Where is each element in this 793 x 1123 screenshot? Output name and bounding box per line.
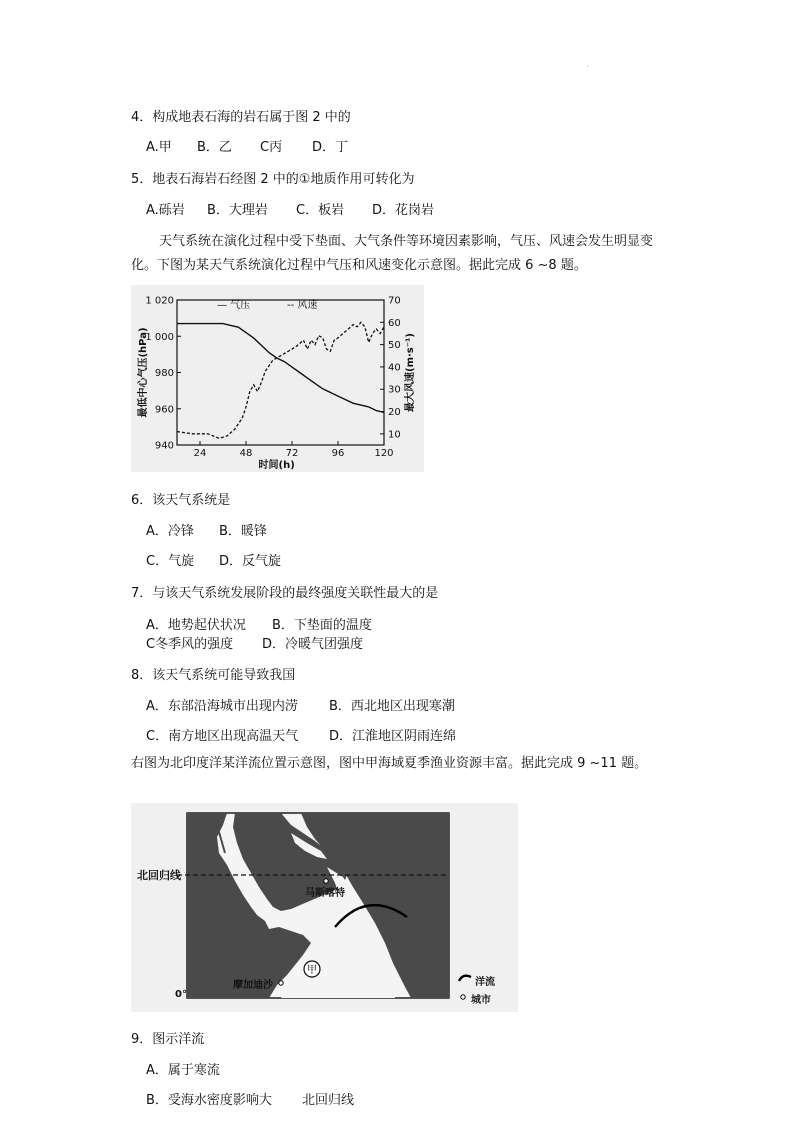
- q7-option-a: A．地势起伏状况: [146, 618, 246, 633]
- right-y-tick-label: 70: [388, 295, 401, 307]
- left-y-tick-label: 980: [154, 368, 174, 379]
- q6-option-c: C．气旋: [146, 554, 195, 569]
- city-muscat-dot: [324, 879, 328, 883]
- tropic-label: 北回归线: [137, 869, 181, 882]
- q6-option-a: A．冷锋: [146, 524, 194, 539]
- left-y-tick-label: 940: [154, 440, 174, 452]
- question-5-stem: 5．地表石海岩石经图 2 中的①地质作用可转化为: [131, 172, 415, 187]
- intro-paragraph-2: 右图为北印度洋某洋流位置示意图，图中甲海域夏季渔业资源丰富。据此完成 9 ~11 题。: [131, 756, 648, 771]
- left-y-tick-label: 960: [154, 404, 174, 416]
- city-mogadishu-label: 摩加迪沙: [233, 980, 273, 991]
- legend-city-label: 城市: [471, 995, 491, 1006]
- wind-series-line: [177, 322, 384, 438]
- q5-option-d: D．花岗岩: [372, 203, 435, 218]
- x-tick-label: 24: [193, 448, 207, 459]
- right-y-tick-label: 20: [388, 407, 401, 419]
- intro-paragraph-line2: 化。下图为某天气系统演化过程中气压和风速变化示意图。据此完成 6 ~8 题。: [131, 258, 587, 273]
- chart-svg: [131, 285, 424, 472]
- city-mogadishu-dot: [279, 981, 283, 985]
- q9-option-a: A．属于寒流: [146, 1063, 220, 1078]
- intro-paragraph-line1: 天气系统在演化过程中受下垫面、大气条件等环境因素影响，气压、风速会发生明显变: [159, 234, 654, 249]
- right-y-tick-label: 30: [388, 384, 401, 396]
- ocean-current-map: [131, 803, 518, 1012]
- left-y-tick-label: 1 020: [145, 295, 174, 307]
- right-y-tick-label: 50: [388, 340, 401, 352]
- q5-option-c: C．板岩: [296, 203, 345, 218]
- chart-lines: [177, 322, 384, 438]
- q9-option-b-extra: 北回归线: [302, 1093, 355, 1108]
- q5-option-a: A.砾岩: [146, 203, 185, 218]
- left-y-axis-label: 最低中心气压(hPa): [138, 327, 149, 418]
- left-y-tick-label: 1 000: [145, 331, 174, 343]
- legend-current-label: 洋流: [475, 977, 495, 988]
- q7-option-d: D．冷暖气团强度: [262, 637, 364, 652]
- pressure-wind-chart: [131, 285, 424, 472]
- q6-option-b: B．暖锋: [219, 524, 267, 539]
- q7-option-c: C冬季风的强度: [146, 637, 234, 652]
- question-8-stem: 8．该天气系统可能导致我国: [131, 668, 296, 683]
- right-y-tick-label: 10: [388, 429, 401, 441]
- question-4-stem: 4．构成地表石海的岩石属于图 2 中的: [131, 110, 351, 125]
- q4-option-c: C丙: [260, 140, 283, 155]
- x-axis-label: 时间(h): [258, 460, 295, 471]
- q8-option-c: C．南方地区出现高温天气: [146, 729, 299, 744]
- q8-option-d: D．江淮地区阴雨连绵: [329, 729, 457, 744]
- q5-option-b: B．大理岩: [207, 203, 268, 218]
- sea-label: 甲: [307, 965, 317, 976]
- x-tick-label: 48: [239, 448, 253, 459]
- legend-city-icon: [461, 995, 465, 999]
- legend-wind: -- 风速: [287, 300, 318, 311]
- q4-option-b: B．乙: [197, 140, 232, 155]
- map-svg: [131, 803, 518, 1012]
- legend-current-icon: [459, 976, 471, 981]
- x-tick-label: 96: [331, 448, 345, 459]
- right-y-axis-label: 最大风速(m·s⁻¹): [405, 333, 416, 412]
- question-6-stem: 6．该天气系统是: [131, 493, 231, 508]
- plot-frame: [177, 300, 384, 445]
- q8-option-a: A．东部沿海城市出现内涝: [146, 699, 298, 714]
- corner-mark: ·: [586, 62, 590, 73]
- right-y-tick-label: 60: [388, 317, 401, 329]
- right-y-tick-label: 40: [388, 362, 401, 374]
- q7-option-b: B．下垫面的温度: [272, 618, 372, 633]
- question-7-stem: 7．与该天气系统发展阶段的最终强度关联性最大的是: [131, 586, 439, 601]
- x-tick-label: 120: [374, 448, 394, 459]
- question-9-stem: 9．图示洋流: [131, 1032, 205, 1047]
- pressure-series-line: [177, 324, 384, 413]
- q4-option-d: D．丁: [312, 140, 349, 155]
- equator-label: 0°: [175, 989, 187, 1000]
- q8-option-b: B．西北地区出现寒潮: [329, 699, 455, 714]
- q9-option-b: B．受海水密度影响大: [146, 1093, 272, 1108]
- q4-option-a: A.甲: [146, 140, 172, 155]
- chart-axes: [177, 300, 384, 445]
- x-tick-label: 72: [285, 448, 299, 459]
- q6-option-d: D．反气旋: [219, 554, 282, 569]
- city-muscat-label: 马斯喀特: [305, 888, 345, 899]
- legend-pressure: — 气压: [217, 300, 251, 311]
